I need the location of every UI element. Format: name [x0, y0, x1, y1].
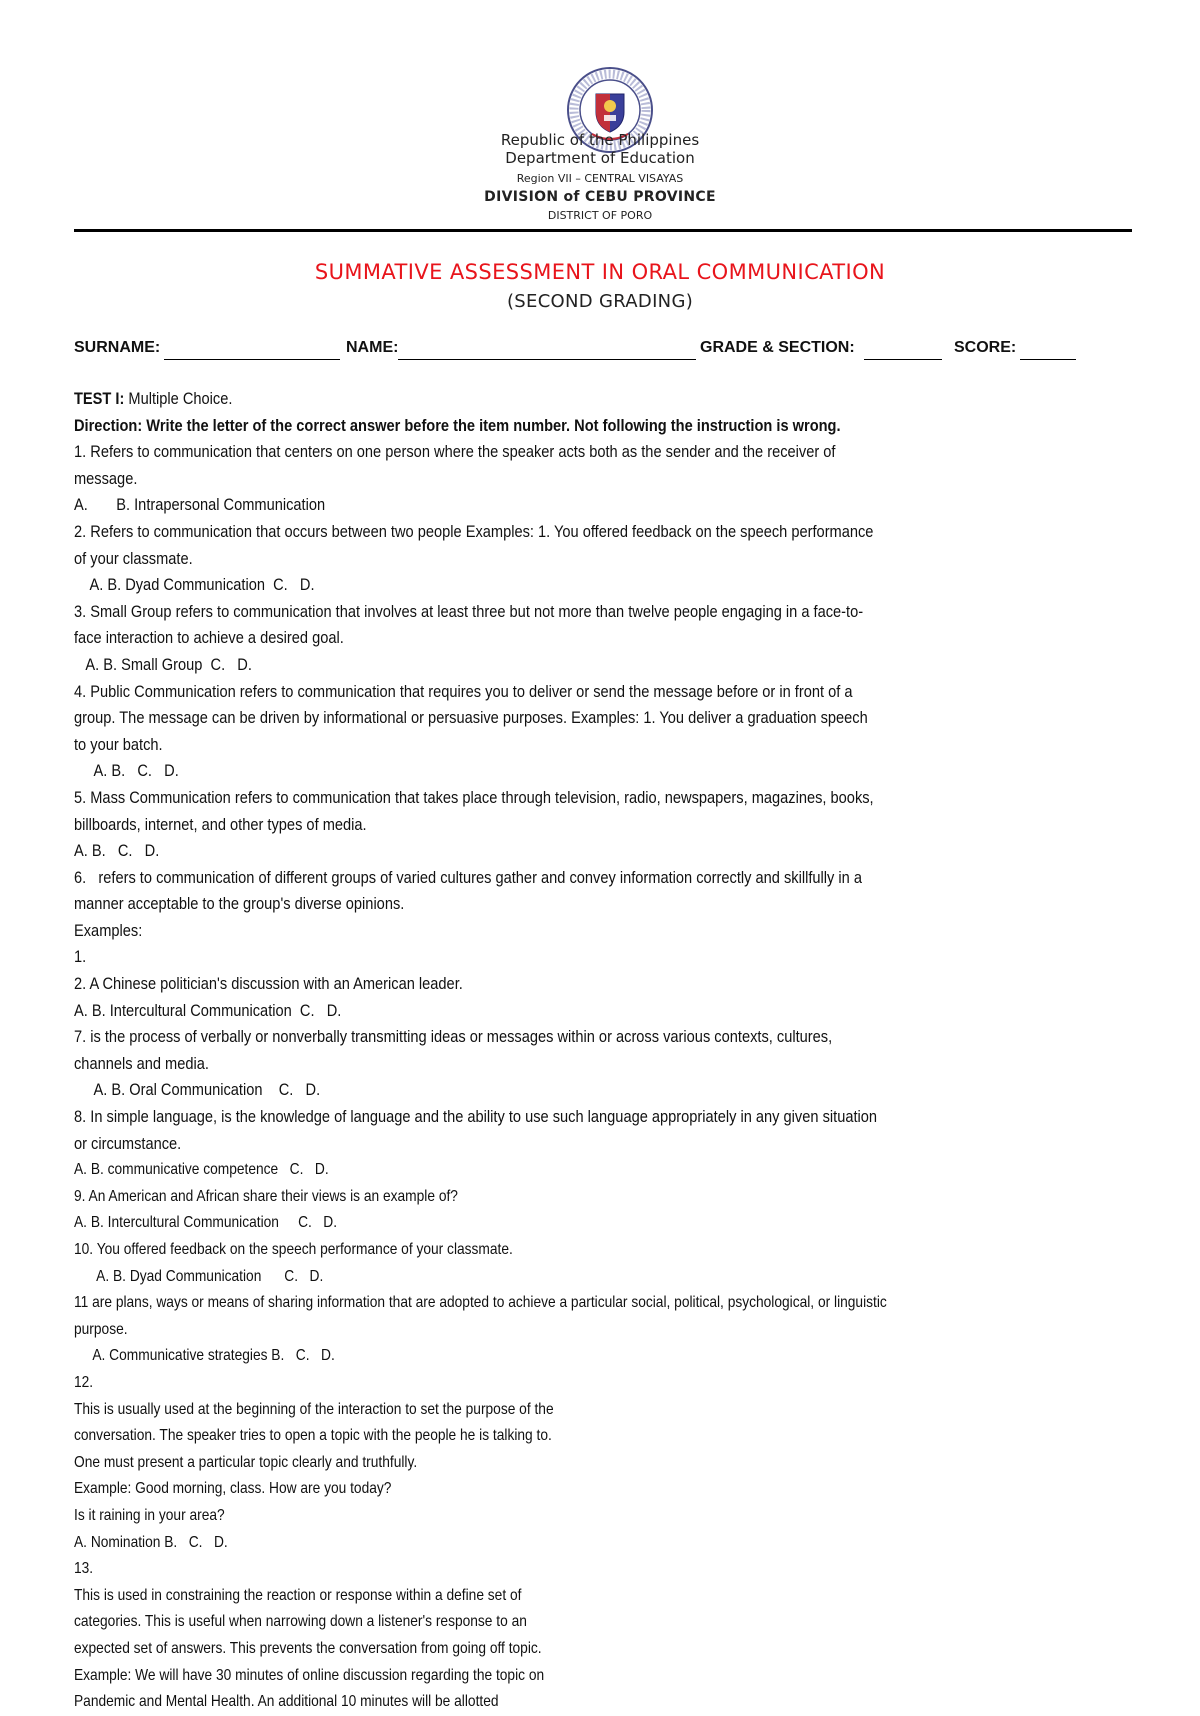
question-line: A. Communicative strategies B. C. D. — [74, 1347, 335, 1365]
question-line: 2. Refers to communication that occurs between two people Examples: 1. You offered feedback on the speech performance — [74, 521, 874, 541]
question-line: 3. Small Group refers to communication that involves at least three but not more than twelve people engaging in a face-to- — [74, 601, 864, 621]
question-line: 11 are plans, ways or means of sharing information that are adopted to achieve a particular social, political, psychological, or linguistic — [74, 1294, 887, 1312]
name-label: NAME: — [346, 339, 399, 356]
grade-section-blank[interactable] — [864, 359, 942, 360]
question-line: A. B. Oral Communication C. D. — [74, 1080, 321, 1100]
question-line: A. B. Intercultural Communication C. D. — [74, 1214, 338, 1232]
question-line: 4. Public Communication refers to communication that requires you to deliver or send the message before or in front of a — [74, 681, 853, 701]
question-line: A. B. Intercultural Communication C. D. — [74, 1000, 342, 1020]
score-label: SCORE: — [954, 339, 1017, 356]
question-line: A. Nomination B. C. D. — [74, 1533, 228, 1551]
question-line: or circumstance. — [74, 1133, 182, 1153]
document-title: SUMMATIVE ASSESSMENT IN ORAL COMMUNICATION — [314, 260, 886, 284]
question-line: face interaction to achieve a desired goal. — [74, 628, 344, 648]
question-line: of your classmate. — [74, 548, 193, 568]
surname-label: SURNAME: — [74, 339, 161, 356]
question-line: message. — [74, 468, 138, 488]
question-line: 1. — [74, 947, 87, 967]
header-division: DIVISION of CEBU PROVINCE — [484, 189, 716, 205]
question-line: purpose. — [74, 1320, 128, 1338]
header-district: DISTRICT OF PORO — [547, 209, 653, 222]
question-line: 7. is the process of verbally or nonverbally transmitting ideas or messages within or across various contexts, cultures, — [74, 1027, 833, 1047]
score-blank[interactable] — [1020, 359, 1076, 360]
question-line: This is usually used at the beginning of the interaction to set the purpose of the — [74, 1400, 554, 1418]
question-line: 6. refers to communication of different groups of varied cultures gather and convey information correctly and skillfully in a — [74, 867, 862, 887]
question-line: categories. This is useful when narrowing down a listener's response to an — [74, 1613, 527, 1631]
test-direction: Direction: Write the letter of the correct answer before the item number. Not following the instruction is wrong. — [74, 415, 841, 435]
question-line: manner acceptable to the group's diverse opinions. — [74, 894, 405, 914]
test-body — [74, 386, 986, 1716]
question-line: A. B. Dyad Communication C. D. — [74, 575, 315, 595]
question-line: A. B. Intrapersonal Communication — [74, 495, 326, 515]
question-lines — [74, 439, 986, 1716]
question-line: A. B. communicative competence C. D. — [74, 1161, 329, 1179]
question-line: A. B. C. D. — [74, 761, 179, 781]
test-type: Multiple Choice. — [124, 389, 233, 408]
student-info-row — [74, 339, 1134, 363]
question-line: Pandemic and Mental Health. An additional 10 minutes will be allotted — [74, 1693, 499, 1711]
question-line: 9. An American and African share their views is an example of? — [74, 1187, 458, 1205]
question-line: 10. You offered feedback on the speech performance of your classmate. — [74, 1241, 513, 1258]
question-line: 5. Mass Communication refers to communication that takes place through television, radio, newspapers, magazines, books, — [74, 787, 874, 807]
name-blank[interactable] — [398, 359, 696, 360]
question-line: Example: Good morning, class. How are you today? — [74, 1480, 392, 1498]
grade-section-label: GRADE & SECTION: — [700, 339, 855, 356]
question-line: A. B. Small Group C. D. — [74, 654, 252, 674]
header-divider — [74, 229, 1132, 232]
question-line: to your batch. — [74, 734, 163, 754]
question-line: A. B. C. D. — [74, 841, 160, 861]
question-line: channels and media. — [74, 1053, 209, 1073]
question-line: Example: We will have 30 minutes of online discussion regarding the topic on — [74, 1666, 545, 1684]
question-line: 1. Refers to communication that centers on one person where the speaker acts both as the sender and the receiver of — [74, 442, 836, 462]
surname-blank[interactable] — [164, 359, 340, 360]
question-line: Is it raining in your area? — [74, 1506, 225, 1524]
question-line: 8. In simple language, is the knowledge of language and the ability to use such language appropriately in any given situation — [74, 1107, 878, 1127]
test-label: TEST I: — [74, 389, 125, 408]
header-region: Region VII – CENTRAL VISAYAS — [516, 172, 684, 185]
question-line: group. The message can be driven by informational or persuasive purposes. Examples: 1. You deliver a graduation speech — [74, 708, 868, 728]
question-line: conversation. The speaker tries to open a topic with the people he is talking to. — [74, 1427, 552, 1445]
question-line: One must present a particular topic clearly and truthfully. — [74, 1453, 418, 1471]
question-line: This is used in constraining the reaction or response within a define set of — [74, 1586, 522, 1604]
question-line: 12. — [74, 1373, 94, 1391]
question-line: 13. — [74, 1560, 94, 1578]
question-line: billboards, internet, and other types of media. — [74, 814, 367, 834]
test-heading — [74, 386, 986, 413]
document-subtitle: (SECOND GRADING) — [506, 291, 694, 312]
header-department: Department of Education — [505, 149, 695, 167]
question-line: A. B. Dyad Communication C. D. — [74, 1267, 324, 1285]
question-line: expected set of answers. This prevents the conversation from going off topic. — [74, 1639, 542, 1657]
question-line: 2. A Chinese politician's discussion with an American leader. — [74, 974, 463, 994]
question-line: Examples: — [74, 920, 143, 940]
header-republic: Republic of the Philippines — [500, 131, 700, 149]
